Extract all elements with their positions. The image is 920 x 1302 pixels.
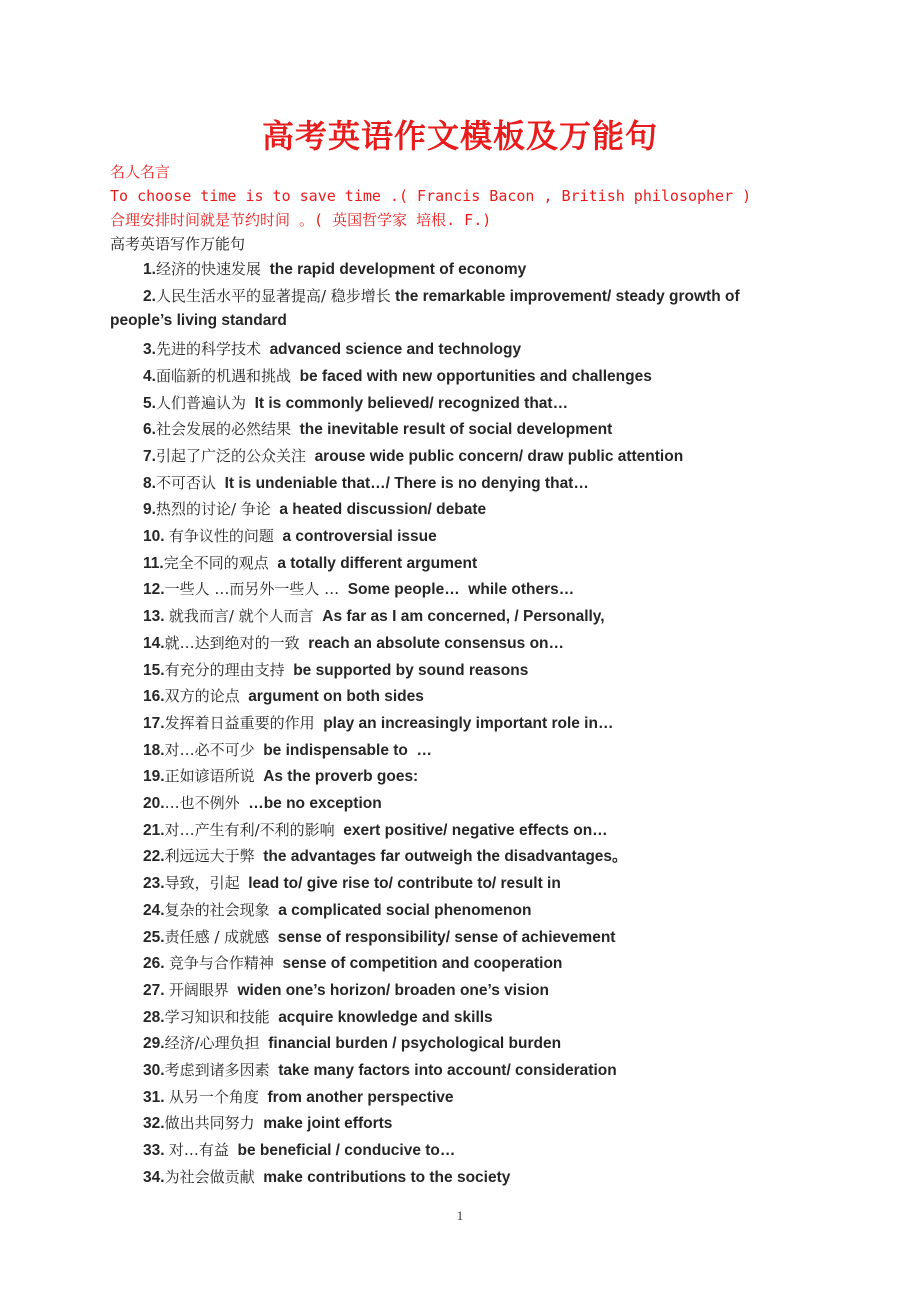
phrase-item (143, 871, 561, 896)
phrase-chinese: 人们普遍认为 (155, 393, 246, 412)
phrase-chinese: 责任感 / 成就感 (164, 927, 270, 946)
phrase-number: 30. (143, 1062, 165, 1079)
phrase-item (143, 497, 486, 522)
phrase-english: play an increasingly important role in… (314, 714, 614, 732)
phrase-item (143, 844, 628, 869)
phrase-item (143, 925, 615, 950)
phrase-item (143, 1138, 455, 1163)
phrase-number: 14. (143, 634, 165, 652)
phrase-english: exert positive/ negative effects on… (334, 821, 608, 839)
phrase-english: It is commonly believed/ recognized that… (245, 394, 569, 412)
phrase-english: …be no exception (239, 795, 382, 812)
phrase-english: take many factors into account/ consideration (269, 1062, 617, 1079)
phrase-chinese: 有争议性的问题 (168, 527, 274, 545)
page-number: 1 (456, 1208, 464, 1223)
phrase-english: a complicated social phenomenon (269, 901, 532, 919)
phrase-chinese: 学习知识和技能 (164, 1007, 270, 1026)
phrase-number: 26. (143, 955, 169, 973)
phrase-chinese: 复杂的社会现象 (164, 900, 270, 919)
phrase-chinese: 就我而言/ 就个人而言 (168, 607, 314, 626)
phrase-english: a heated discussion/ debate (270, 501, 487, 519)
phrase-chinese: 为社会做贡献 (164, 1167, 255, 1186)
phrase-item (143, 444, 683, 469)
phrase-english: be faced with new opportunities and challenges (290, 367, 652, 385)
phrase-chinese: 对…有益 (168, 1141, 229, 1160)
phrase-item (143, 711, 613, 736)
phrase-item (143, 604, 605, 629)
phrase-english: advanced science and technology (260, 341, 522, 359)
phrase-item (143, 1005, 493, 1030)
phrase-number: 10. (143, 528, 169, 545)
phrase-item (143, 738, 432, 763)
phrase-english: financial burden / psychological burden (259, 1035, 562, 1053)
phrase-number: 12. (143, 581, 165, 599)
phrase-english: be supported by sound reasons (284, 661, 529, 679)
phrase-number: 5. (143, 394, 156, 412)
phrase-chinese: 就…达到绝对的一致 (164, 633, 300, 652)
phrase-chinese: 竞争与合作精神 (168, 954, 274, 973)
phrase-number: 7. (143, 447, 156, 465)
phrase-english: arouse wide public concern/ draw public attention (305, 447, 684, 465)
phrase-english: As far as I am concerned, / Personally, (313, 608, 605, 626)
section-heading: 高考英语写作万能句 (110, 235, 246, 253)
phrase-number: 13. (143, 608, 169, 626)
quote-chinese: 合理安排时间就是节约时间 。( 英国哲学家 培根. F.) (110, 211, 492, 229)
phrase-item (143, 818, 608, 843)
phrase-number: 25. (143, 928, 165, 946)
phrase-chinese: 经济的快速发展 (155, 260, 261, 278)
phrase-chinese: 热烈的讨论/ 争论 (155, 500, 271, 519)
phrase-english: the inevitable result of social development (290, 421, 613, 439)
phrase-english: a totally different argument (268, 554, 478, 572)
phrase-chinese: 双方的论点 (164, 687, 240, 706)
phrase-item (143, 1111, 392, 1136)
phrase-item (143, 1165, 510, 1190)
phrase-item (143, 417, 612, 442)
phrase-english: It is undeniable that…/ There is no denying that… (215, 474, 589, 492)
phrase-item (143, 257, 526, 282)
phrase-item (143, 684, 424, 709)
phrase-english: widen one’s horizon/ broaden one’s vision (228, 981, 549, 999)
phrase-english: sense of competition and cooperation (273, 955, 563, 973)
phrase-chinese: 开阔眼界 (168, 980, 229, 999)
phrase-number: 19. (143, 768, 165, 786)
phrase-number: 17. (143, 714, 165, 732)
phrase-chinese: 社会发展的必然结果 (155, 420, 291, 439)
phrase-number: 21. (143, 821, 165, 839)
phrase-english: a controversial issue (273, 528, 437, 545)
phrase-number: 22. (143, 848, 165, 866)
phrase-english: the remarkable improvement/ steady growth of (390, 287, 740, 305)
phrase-chinese: 从另一个角度 (168, 1087, 259, 1106)
phrase-number: 15. (143, 661, 165, 679)
phrase-english: lead to/ give rise to/ contribute to/ result in (239, 875, 561, 893)
phrase-number: 6. (143, 421, 156, 439)
quote-label: 名人名言 (110, 163, 171, 181)
phrase-item (143, 631, 564, 656)
phrase-number: 18. (143, 741, 165, 759)
phrase-chinese: 一些人 …而另外一些人 … (164, 580, 340, 599)
phrase-chinese: 有充分的理由支持 (164, 660, 285, 679)
phrase-item (143, 791, 382, 816)
phrase-english: acquire knowledge and skills (269, 1008, 493, 1026)
phrase-english: Some people… while others… (339, 581, 575, 599)
phrase-number: 23. (143, 875, 165, 893)
phrase-item (143, 1085, 454, 1110)
phrase-english: be indispensable to … (254, 741, 432, 759)
phrase-chinese: 考虑到诸多因素 (164, 1061, 270, 1079)
phrase-chinese: 导致，引起 (164, 874, 240, 893)
phrase-item (143, 577, 574, 602)
phrase-number: 3. (143, 341, 156, 359)
phrase-item (143, 524, 437, 549)
phrase-english: from another perspective (258, 1088, 454, 1106)
phrase-chinese: 做出共同努力 (164, 1114, 255, 1133)
phrase-number: 31. (143, 1088, 169, 1106)
phrase-number: 24. (143, 901, 165, 919)
phrase-number: 2. (143, 287, 156, 305)
phrase-chinese: 对…产生有利/不利的影响 (164, 820, 335, 839)
phrase-english: reach an absolute consensus on… (299, 634, 565, 652)
phrase-item (143, 951, 562, 976)
quote-english: To choose time is to save time .( Francis Bacon , British philosopher ) (110, 187, 752, 205)
phrase-chinese: 正如谚语所说 (164, 767, 255, 786)
phrase-english: be beneficial / conducive to… (228, 1142, 456, 1160)
phrase-number: 33. (143, 1142, 169, 1160)
phrase-chinese: 经济/心理负担 (164, 1034, 260, 1053)
document-title: 高考英语作文模板及万能句 (261, 117, 658, 155)
phrase-number: 8. (143, 474, 156, 492)
phrase-number: 20. (143, 795, 165, 812)
phrase-chinese: 先进的科学技术 (155, 340, 261, 359)
phrase-english: argument on both sides (239, 688, 424, 706)
phrase-english: make contributions to the society (254, 1168, 511, 1186)
phrase-number: 28. (143, 1008, 165, 1026)
phrase-chinese: 完全不同的观点 (163, 553, 269, 572)
phrase-item (143, 471, 589, 496)
phrase-number: 32. (143, 1115, 165, 1133)
phrase-chinese: 人民生活水平的显著提高/ 稳步增长 (155, 286, 391, 305)
phrase-number: 1. (143, 261, 156, 278)
phrase-chinese: 利远远大于弊 (164, 847, 255, 866)
phrase-number: 34. (143, 1168, 165, 1186)
phrase-english: sense of responsibility/ sense of achievement (269, 928, 616, 946)
phrase-number: 29. (143, 1035, 165, 1053)
phrase-item (143, 1058, 617, 1083)
phrase-item (143, 1031, 561, 1056)
phrase-item (143, 658, 528, 683)
phrase-item (143, 364, 652, 389)
phrase-chinese: …也不例外 (164, 794, 240, 812)
phrase-english: the rapid development of economy (260, 261, 527, 278)
phrase-chinese: 发挥着日益重要的作用 (164, 713, 315, 732)
phrase-number: 9. (143, 501, 156, 519)
phrase-chinese: 引起了广泛的公众关注 (155, 446, 306, 465)
phrase-number: 16. (143, 688, 165, 706)
phrase-number: 11. (143, 554, 164, 572)
phrase-chinese: 不可否认 (155, 473, 216, 492)
phrase-chinese: 对…必不可少 (164, 740, 255, 759)
phrase-number: 4. (143, 367, 156, 385)
phrase-number: 27. (143, 981, 169, 999)
phrase-item (143, 764, 418, 789)
phrase-item (143, 978, 549, 1003)
phrase-english: make joint efforts (254, 1115, 393, 1133)
phrase-english: As the proverb goes: (254, 768, 419, 786)
phrase-item (143, 391, 568, 416)
phrase-item (143, 898, 531, 923)
phrase-chinese: 面临新的机遇和挑战 (155, 366, 291, 385)
phrase-item (143, 551, 477, 576)
phrase-continuation: people’s living standard (110, 312, 287, 330)
phrase-item (143, 337, 521, 362)
phrase-item (143, 284, 740, 309)
phrase-english: the advantages far outweigh the disadvantages。 (254, 848, 628, 866)
